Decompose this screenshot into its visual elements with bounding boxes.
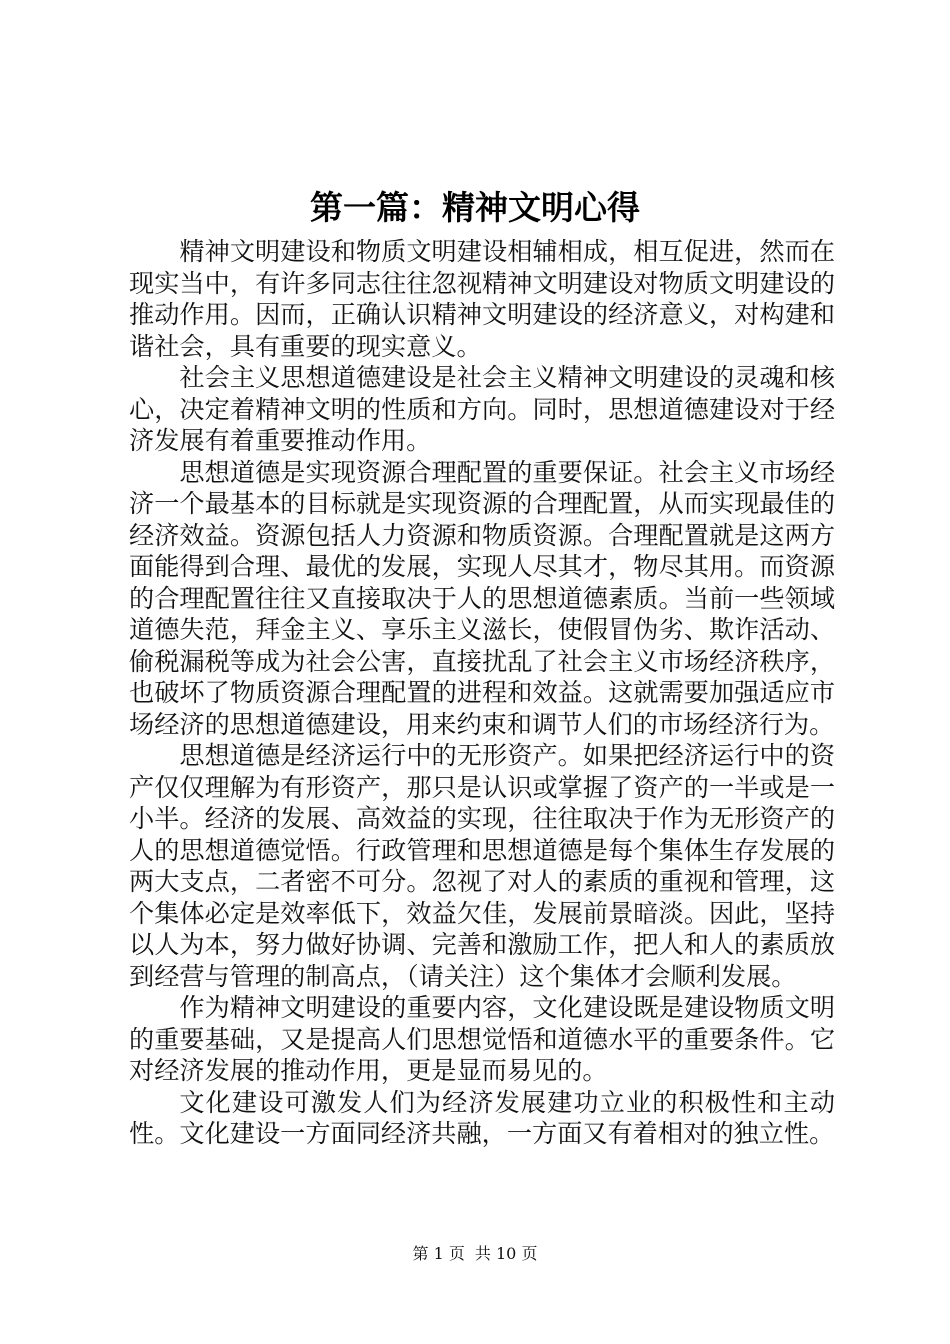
paragraph: 作为精神文明建设的重要内容，文化建设既是建设物质文明的重要基础，又是提高人们思想觉悟和道德水平的重要条件。它对经济发展的推动作用，更是显而易见的。 [129,993,835,1085]
paragraph: 精神文明建设和物质文明建设相辅相成，相互促进，然而在现实当中，有许多同志往往忽视精神文明建设对物质文明建设的推动作用。因而，正确认识精神文明建设的经济意义，对构建和谐社会，具有重要的现实意义。 [129,237,835,361]
paragraph: 思想道德是经济运行中的无形资产。如果把经济运行中的资产仅仅理解为有形资产，那只是认识或掌握了资产的一半或是一小半。经济的发展、高效益的实现，往往取决于作为无形资产的人的思想道德觉悟。行政管理和思想道德是每个集体生存发展的两大支点，二者密不可分。忽视了对人的素质的重视和管理，这个集体必定是效率低下，效益欠佳，发展前景暗淡。因此，坚持以人为本，努力做好协调、完善和激励工作，把人和人的素质放到经营与管理的制高点，（请关注）这个集体才会顺利发展。 [129,741,835,991]
page-total: 共 10 页 [474,1244,538,1263]
paragraph: 思想道德是实现资源合理配置的重要保证。社会主义市场经济一个最基本的目标就是实现资源的合理配置，从而实现最佳的经济效益。资源包括人力资源和物质资源。合理配置就是这两方面能得到合理、最优的发展，实现人尽其才，物尽其用。而资源的合理配置往往又直接取决于人的思想道德素质。当前一些领域道德失范，拜金主义、享乐主义滋长，使假冒伪劣、欺诈活动、偷税漏税等成为社会公害，直接扰乱了社会主义市场经济秩序，也破坏了物质资源合理配置的进程和效益。这就需要加强适应市场经济的思想道德建设，用来约束和调节人们的市场经济行为。 [129,457,835,739]
paragraph: 文化建设可激发人们为经济发展建功立业的积极性和主动性。文化建设一方面同经济共融，一方面又有着相对的独立性。 [129,1087,835,1148]
paragraph: 社会主义思想道德建设是社会主义精神文明建设的灵魂和核心，决定着精神文明的性质和方向。同时，思想道德建设对于经济发展有着重要推动作用。 [129,363,835,455]
page-footer [0,1243,950,1265]
page-number: 第 1 页 [412,1244,465,1263]
document-title: 第一篇：精神文明心得 [310,188,640,227]
document-body [129,236,835,1150]
